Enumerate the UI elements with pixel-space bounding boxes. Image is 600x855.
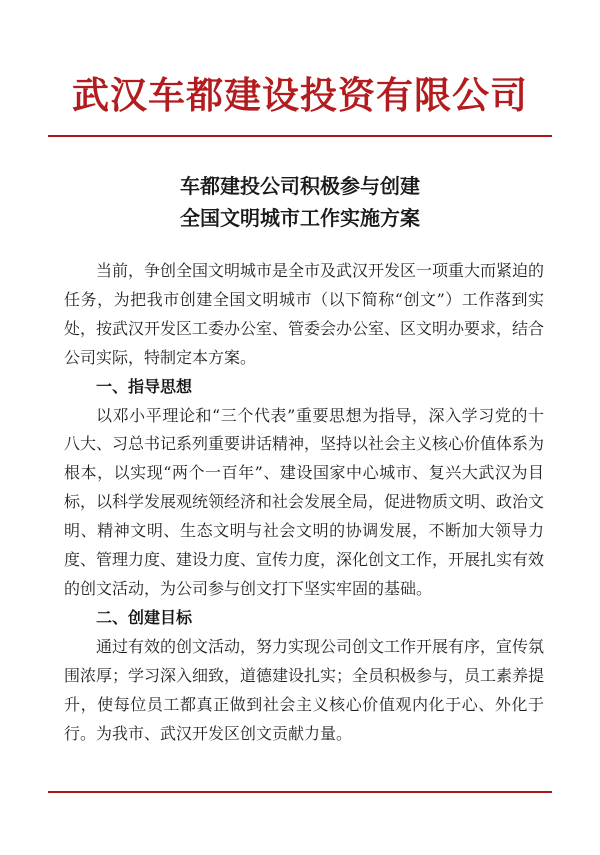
section-body-guiding-ideology: 以邓小平理论和“三个代表”重要思想为指导，深入学习党的十八大、习总书记系列重要讲话精神，坚持以社会主义核心价值体系为根本，以实现“两个一百年”、建设国家中心城市、复兴大武汉为目标，以科学发展观统领经济和社会发展全局，促进物质文明、政治文明、精神文明、生态文明与社会文明的协调发展，不断加大领导力度、管理力度、建设力度、宣传力度，深化创文工作，开展扎实有效的创文活动，为公司参与创文打下坚实牢固的基础。 — [64, 405, 545, 598]
document-title-line-2: 全国文明城市工作实施方案 — [180, 206, 420, 230]
intro-paragraph: 当前，争创全国文明城市是全市及武汉开发区一项重大而紧迫的任务，为把我市创建全国文明城市（以下简称“创文”）工作落到实处，按武汉开发区工委办公室、管委会办公室、区文明办要求，结合公司实际，特制定本方案。 — [64, 261, 545, 367]
letterhead-company-name: 武汉车都建设投资有限公司 — [72, 74, 528, 117]
document-title-line-1: 车都建投公司积极参与创建 — [180, 174, 420, 198]
document-body — [64, 257, 544, 748]
section-heading-guiding-ideology: 一、指导思想 — [96, 376, 193, 396]
section-body-creation-goals: 通过有效的创文活动，努力实现公司创文工作开展有序，宣传氛围浓厚；学习深入细致，道德建设扎实；全员积极参与，员工素养提升，使每位员工都真正做到社会主义核心价值观内化于心、外化于行。为我市、武汉开发区创文贡献力量。 — [64, 636, 545, 743]
footer-rule — [48, 791, 552, 793]
section-heading-creation-goals: 二、创建目标 — [96, 607, 193, 627]
letterhead-top-rule — [48, 135, 552, 137]
